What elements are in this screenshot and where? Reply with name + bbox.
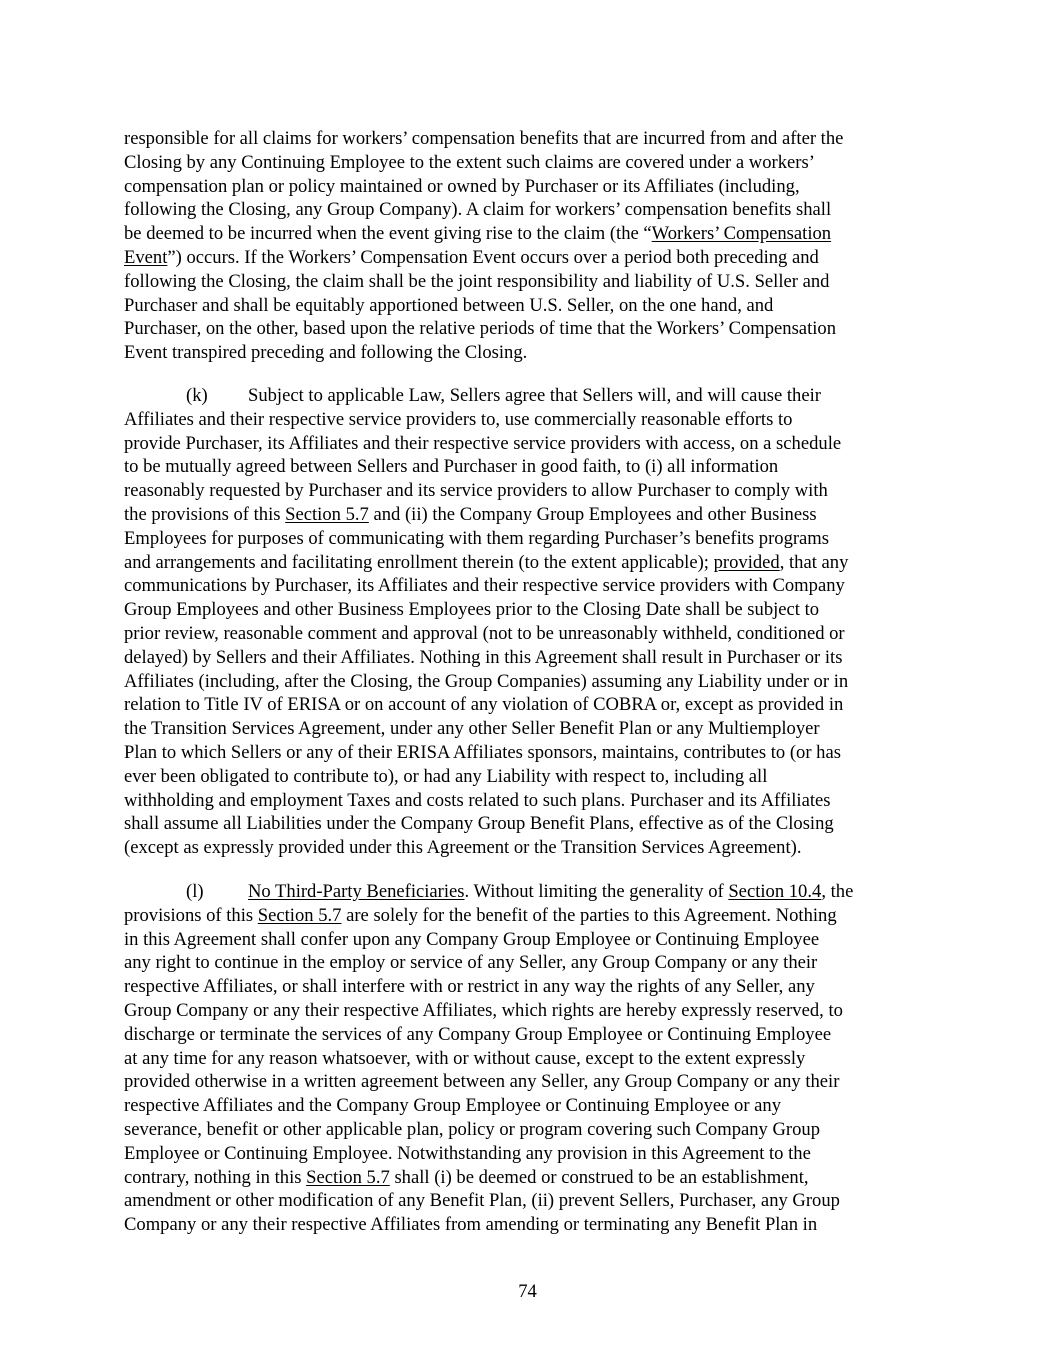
text-segment: Purchaser, on the other, based upon the relative periods of time that the Workers’ Compensation <box>124 318 836 340</box>
text-segment: shall (i) be deemed or construed to be an establishment, <box>389 1166 809 1188</box>
text-segment: in this Agreement shall confer upon any Company Group Employee or Continuing Employee <box>124 928 820 950</box>
text-line <box>124 1023 930 1047</box>
text-segment: the provisions of this <box>124 504 286 525</box>
text-line <box>124 408 930 432</box>
text-segment: Event transpired preceding and following the Closing. <box>124 342 528 364</box>
text-line <box>124 622 930 646</box>
text-line <box>124 527 930 551</box>
text-line <box>124 574 930 598</box>
text-line <box>124 789 930 813</box>
text-segment: discharge or terminate the services of any Company Group Employee or Continuing Employee <box>124 1023 832 1045</box>
text-line <box>124 1189 930 1213</box>
text-segment: , that any <box>779 551 849 573</box>
text-segment: to be mutually agreed between Sellers and Purchaser in good faith, to (i) all information <box>124 456 779 478</box>
text-segment: Affiliates (including, after the Closing, the Group Companies) assuming any Liability under or in <box>124 670 849 692</box>
text-line <box>124 1094 930 1118</box>
text-segment: and arrangements and facilitating enrollment therein (to the extent applicable); <box>124 551 714 573</box>
text-segment: the Transition Services Agreement, under any other Seller Benefit Plan or any Multiemployer <box>124 718 820 740</box>
text-line <box>124 975 930 999</box>
text-segment: Closing by any Continuing Employee to the extent such claims are covered under a workers’ <box>124 151 815 173</box>
text-line <box>124 455 930 479</box>
text-line <box>124 127 930 151</box>
text-segment: compensation plan or policy maintained or owned by Purchaser or its Affiliates (including, <box>124 175 800 197</box>
text-line <box>124 246 930 270</box>
text-segment: any right to continue in the employ or service of any Seller, any Group Company or any their <box>124 952 818 974</box>
text-segment: delayed) by Sellers and their Affiliates. Nothing in this Agreement shall result in Purchaser or its <box>124 646 843 668</box>
text-line <box>124 928 930 952</box>
text-line <box>124 384 930 408</box>
underlined-term: provided <box>713 551 780 573</box>
text-segment: respective Affiliates, or shall interfere with or restrict in any way the rights of any Seller, any <box>124 976 815 998</box>
text-line <box>124 175 930 199</box>
text-segment: ”) occurs. If the Workers’ Compensation Event occurs over a period both preceding and <box>167 247 819 268</box>
text-line <box>124 317 930 341</box>
text-segment: respective Affiliates and the Company Group Employee or Continuing Employee or any <box>124 1095 781 1117</box>
text-line <box>124 1070 930 1094</box>
text-segment: Subject to applicable Law, Sellers agree that Sellers will, and will cause their <box>248 385 821 406</box>
text-segment: at any time for any reason whatsoever, with or without cause, except to the extent expressly <box>124 1047 806 1069</box>
text-segment: Company or any their respective Affiliates from amending or terminating any Benefit Plan in <box>124 1214 818 1236</box>
text-segment: reasonably requested by Purchaser and its service providers to allow Purchaser to comply with <box>124 480 828 502</box>
text-line <box>124 646 930 670</box>
text-line <box>124 294 930 318</box>
text-segment: provisions of this <box>124 904 258 926</box>
text-line <box>124 432 930 456</box>
text-segment: shall assume all Liabilities under the Company Group Benefit Plans, effective as of the Closing <box>124 813 834 835</box>
text-line <box>124 551 930 575</box>
underlined-term: Section 10.4 <box>728 881 822 902</box>
text-segment: , the <box>821 881 854 902</box>
underlined-term: No Third-Party Beneficiaries <box>248 881 465 902</box>
text-line <box>124 812 930 836</box>
text-segment: Affiliates and their respective service providers to, use commercially reasonable efforts to <box>124 408 793 430</box>
text-segment: prior review, reasonable comment and approval (not to be unreasonably withheld, conditioned or <box>124 623 845 644</box>
underlined-term: Event <box>124 247 168 268</box>
text-line <box>124 999 930 1023</box>
text-segment: withholding and employment Taxes and costs related to such plans. Purchaser and its Affiliates <box>124 789 831 811</box>
text-segment: communications by Purchaser, its Affiliates and their respective service providers with Company <box>124 575 845 597</box>
text-line <box>124 904 930 928</box>
text-segment: amendment or other modification of any Benefit Plan, (ii) prevent Sellers, Purchaser, any Group <box>124 1190 840 1212</box>
text-segment: severance, benefit or other applicable plan, policy or program covering such Company Group <box>124 1119 820 1140</box>
text-line <box>124 198 930 222</box>
text-line <box>124 836 930 860</box>
underlined-term: Section 5.7 <box>285 504 369 525</box>
text-line <box>124 341 930 365</box>
text-line <box>124 693 930 717</box>
text-segment: Employees for purposes of communicating with them regarding Purchaser’s benefits programs <box>124 527 830 549</box>
text-segment: contrary, nothing in this <box>124 1166 307 1188</box>
text-segment: Employee or Continuing Employee. Notwithstanding any provision in this Agreement to the <box>124 1142 811 1164</box>
text-line <box>124 765 930 789</box>
underlined-term: Section 5.7 <box>306 1166 390 1188</box>
text-segment: (except as expressly provided under this Agreement or the Transition Services Agreement). <box>124 837 802 859</box>
marker-line-text <box>248 384 821 408</box>
page-number: 74 <box>518 1281 537 1302</box>
text-segment: provided otherwise in a written agreement between any Seller, any Group Company or any their <box>124 1071 840 1093</box>
text-segment: relation to Title IV of ERISA or on account of any violation of COBRA or, except as provided in <box>124 694 844 716</box>
text-line <box>124 270 930 294</box>
text-line <box>124 951 930 975</box>
text-segment: ever been obligated to contribute to), or had any Liability with respect to, including all <box>124 765 768 787</box>
text-segment: provide Purchaser, its Affiliates and their respective service providers with access, on a schedule <box>124 432 842 454</box>
text-line <box>124 503 930 527</box>
underlined-term: Workers’ Compensation <box>651 223 832 245</box>
text-segment: be deemed to be incurred when the event giving rise to the claim (the “ <box>124 223 652 245</box>
text-line <box>124 151 930 175</box>
text-line <box>124 1166 930 1190</box>
paragraph-marker: (k) <box>186 385 208 406</box>
text-segment: . Without limiting the generality of <box>464 881 729 902</box>
text-segment: Purchaser and shall be equitably apportioned between U.S. Seller, on the one hand, and <box>124 294 774 316</box>
text-line <box>124 741 930 765</box>
text-line <box>124 670 930 694</box>
text-line <box>124 717 930 741</box>
underlined-term: Section 5.7 <box>257 904 342 926</box>
text-segment: following the Closing, the claim shall be the joint responsibility and liability of U.S. Seller and <box>124 270 830 292</box>
text-line <box>124 1213 930 1237</box>
paragraph-marker: (l) <box>186 881 204 902</box>
text-segment: Group Employees and other Business Employees prior to the Closing Date shall be subject to <box>124 599 820 621</box>
text-segment: are solely for the benefit of the parties to this Agreement. Nothing <box>341 904 837 926</box>
text-line <box>124 1047 930 1071</box>
text-segment: Plan to which Sellers or any of their ERISA Affiliates sponsors, maintains, contributes to (or has <box>124 742 841 763</box>
text-line <box>124 479 930 503</box>
text-line <box>124 598 930 622</box>
text-segment: following the Closing, any Group Company). A claim for workers’ compensation benefits shall <box>124 199 832 221</box>
text-segment: responsible for all claims for workers’ compensation benefits that are incurred from and after the <box>124 128 844 149</box>
text-line <box>124 222 930 246</box>
text-line <box>124 1142 930 1166</box>
text-segment: and (ii) the Company Group Employees and other Business <box>368 504 817 525</box>
text-segment: Group Company or any their respective Affiliates, which rights are hereby expressly reserved, to <box>124 1000 843 1021</box>
text-line <box>124 1118 930 1142</box>
marker-line-text <box>248 880 853 904</box>
text-line <box>124 880 930 904</box>
